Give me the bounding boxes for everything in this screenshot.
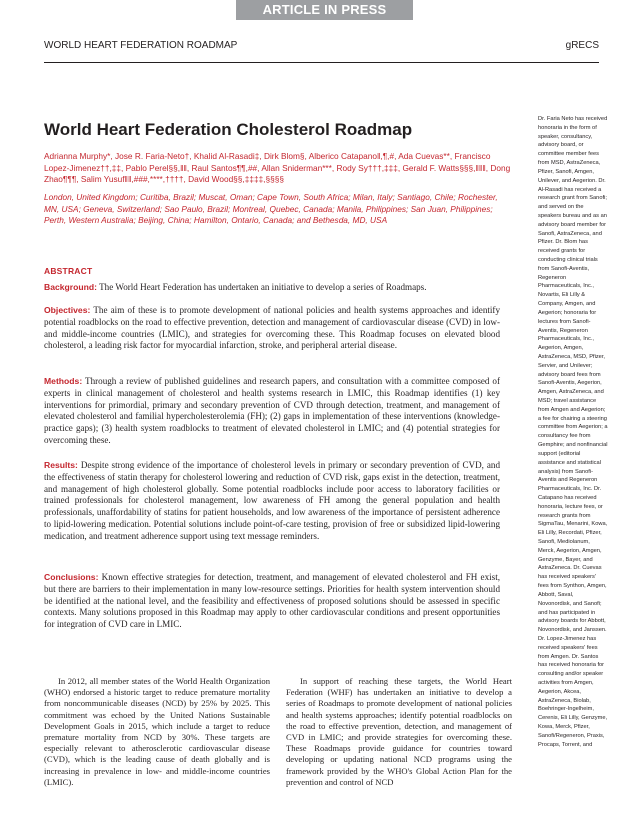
body-column-2: In support of reaching these targets, the World Heart Federation (WHF) has undertaken an initiative to develop a series of Roadmaps to promote development of national policies and health systems approaches; identify potential roadblocks on the road to effective prevention, detection, and management of CVD in LMIC; and provide strategies for overcoming these. These Roadmaps provide guidance for countries toward developing or updating national NCD programs using the framework provided by the WHO's Global Action Plan for the prevention and control of NCD — [286, 676, 512, 787]
conclusions-label: Conclusions: — [44, 572, 99, 582]
abstract-objectives — [44, 305, 500, 352]
header-rule — [44, 62, 599, 63]
abstract-methods — [44, 376, 500, 447]
objectives-text: The aim of these is to promote development of national policies and health systems approaches and identify potential roadblocks on the road to effective prevention, detection and management of cardiovascular disease (CVD) in low-and middle-income countries (LMIC), and strategies for overcoming these. This Roadmap focuses on elevated blood cholesterol, a leading risk factor for myocardial infarction, stroke, and peripheral arterial disease. — [44, 305, 500, 351]
methods-text: Through a review of published guidelines and research papers, and consultation with a committee composed of experts in clinical management of cholesterol and health systems research in LMIC, this Roadmap identifies (1) key interventions for primordial, primary and secondary prevention of CVD through detection, treatment, and management of elevated cholesterol and familial hypercholesterolemia (FH); (2) gaps in implementation of these interventions (knowledge-practice gaps); (3) health system roadblocks to treatment of elevated cholesterol in LMIC; and (4) potential strategies for overcoming these. — [44, 376, 500, 445]
methods-label: Methods: — [44, 376, 83, 386]
journal-label: gRECS — [565, 40, 599, 51]
objectives-label: Objectives: — [44, 305, 91, 315]
disclosure-sidebar: Dr. Faria Neto has received honoraria in the form of speaker, consultancy, advisory board, or committee member fees from MSD, AstraZeneca, Pfizer, Sanofi, Amgen, Unilever, and Aegerion. Dr. Al-Rasadi has received a research grant from Sanofi; and served on the speakers bureau and as an advisory board member for Sanofi, AstraZeneca, and Pfizer. Dr. Blom has received grants for conducting clinical trials from Sanofi-Aventis, Regeneron Pharmaceuticals, Inc., Novartis, Eli Lilly & Company, Amgen, and Aegerion; honoraria for lectures from Sanofi-Aventis, Regeneron Pharmaceuticals, Inc., Aegerion, Amgen, AstraZeneca, MSD, Pfizer, Servier, and Unilever; advisory board fees from Sanofi-Aventis, Aegerion, Amgen, AstraZeneca, and MSD; travel assistance from Amgen and Aegerion; a fee for chairing a steering committee from Aegerion; a consultancy fee from Gemphire; and nonfinancial support (editorial assistance and statistical analysis) from Sanofi-Aventis and Regeneron Pharmaceuticals, Inc. Dr. Catapano has received honoraria, lecture fees, or research grants from SigmaTau, Menarini, Kowa, Eli Lilly, Recordati, Pfizer, Sanofi, Mediolanum, Merck, Aegerion, Amgen, Genzyme, Bayer, and AstraZeneca. Dr. Cuevas has received speakers' fees from Synthon, Amgen, Abbott, Saval, Novonordisk, and Sanofi; and has participated in advisory boards for Abbott, Novonordisk, and Janssen. Dr. Lopez-Jimenez has received speakers' fees from Amgen. Dr. Santos has received honoraria for consulting and/or speaker activities from Amgen, Aegerion, Akcea, AstraZeneca, Biolab, Boehringer-Ingelheim, Cerenis, Eli Lilly, Genzyme, Kowa, Merck, Pfizer, Sanofi/Regeneron, Praxis, Procaps, Torrent, and — [538, 116, 608, 748]
conclusions-text: Known effective strategies for detection, treatment, and management of elevated cholesterol and FH exist, but there are barriers to their implementation in many low-resource settings. Priorities for health system intervention should be identified at the national level, and the feasibility and effectiveness of proposed solutions should be assessed in specific contexts. Many solutions proposed in this Roadmap may apply to other cardiovascular conditions and present opportunities for integration of CVD care in LMIC. — [44, 572, 500, 630]
results-text: Despite strong evidence of the importance of cholesterol levels in primary or secondary prevention of CVD, and the effectiveness of statin therapy for cholesterol lowering and reduction of CVD risk, gaps exist in the detection, treatment, and management of high cholesterol globally. Some potential roadblocks include poor access to laboratory facilities or trained professionals for cholesterol management, low awareness of FH among the general population and health professionals, unaffordability of statins for patient households, and low awareness of the importance of persistent adherence to lipid-lowering medication. Potential solutions include point-of-care testing, provision of free or subsidized lipid-lowering medication, and treatment adherence support using text message reminders. — [44, 460, 500, 541]
running-head — [44, 40, 599, 51]
article-in-press-banner: ARTICLE IN PRESS — [236, 0, 413, 20]
body-column-1: In 2012, all member states of the World Health Organization (WHO) endorsed a historic target to reduce premature mortality from noncommunicable diseases (NCD) by 25% by 2025. This commitment was echoed by the United Nations Sustainable Development Goals in 2015, which include a target to reduce premature mortality from NCD by 30%. These targets are especially relevant to atherosclerotic cardiovascular disease (CVD), which is the leading cause of death globally and is increasing in prevalence in low- and middle-income countries (LMIC). — [44, 676, 270, 787]
abstract-results — [44, 460, 500, 543]
results-label: Results: — [44, 460, 78, 470]
background-label: Background: — [44, 282, 97, 292]
affiliations: London, United Kingdom; Curitiba, Brazil; Muscat, Oman; Cape Town, South Africa; Milan, Italy; Santiago, Chile; Rochester, MN, USA; Geneva, Switzerland; Sao Paulo, Brazil; Montreal, Quebec, Canada; Manila, Philippines; San Juan, Philippines; Perth, Western Australia; Beijing, China; Hamilton, Ontario, Canada; and Bethesda, MD, USA — [44, 192, 498, 226]
author-list: Adrianna Murphy*, Jose R. Faria-Neto†, Khalid Al-Rasadi‡, Dirk Blom§, Alberico Catapano‖,¶,#, Ada Cuevas**, Francisco Lopez-Jimenez††,‡‡, Pablo Perel§§,‖‖, Raul Santos¶¶,##, Allan Sniderman***, Rody Sy†††,‡‡‡, Gerald F. Watts§§§,‖‖‖, Dong Zhao¶¶¶, Salim Yusuf‖‖,###,****,††††, David Wood§§,‡‡‡‡,§§§§ — [44, 151, 511, 185]
abstract-heading: ABSTRACT — [44, 266, 93, 276]
abstract-conclusions — [44, 572, 500, 631]
article-title: World Heart Federation Cholesterol Roadmap — [44, 120, 413, 139]
background-text: The World Heart Federation has undertaken an initiative to develop a series of Roadmaps. — [99, 282, 427, 292]
abstract-background — [44, 282, 500, 294]
section-label: WORLD HEART FEDERATION ROADMAP — [44, 40, 238, 51]
